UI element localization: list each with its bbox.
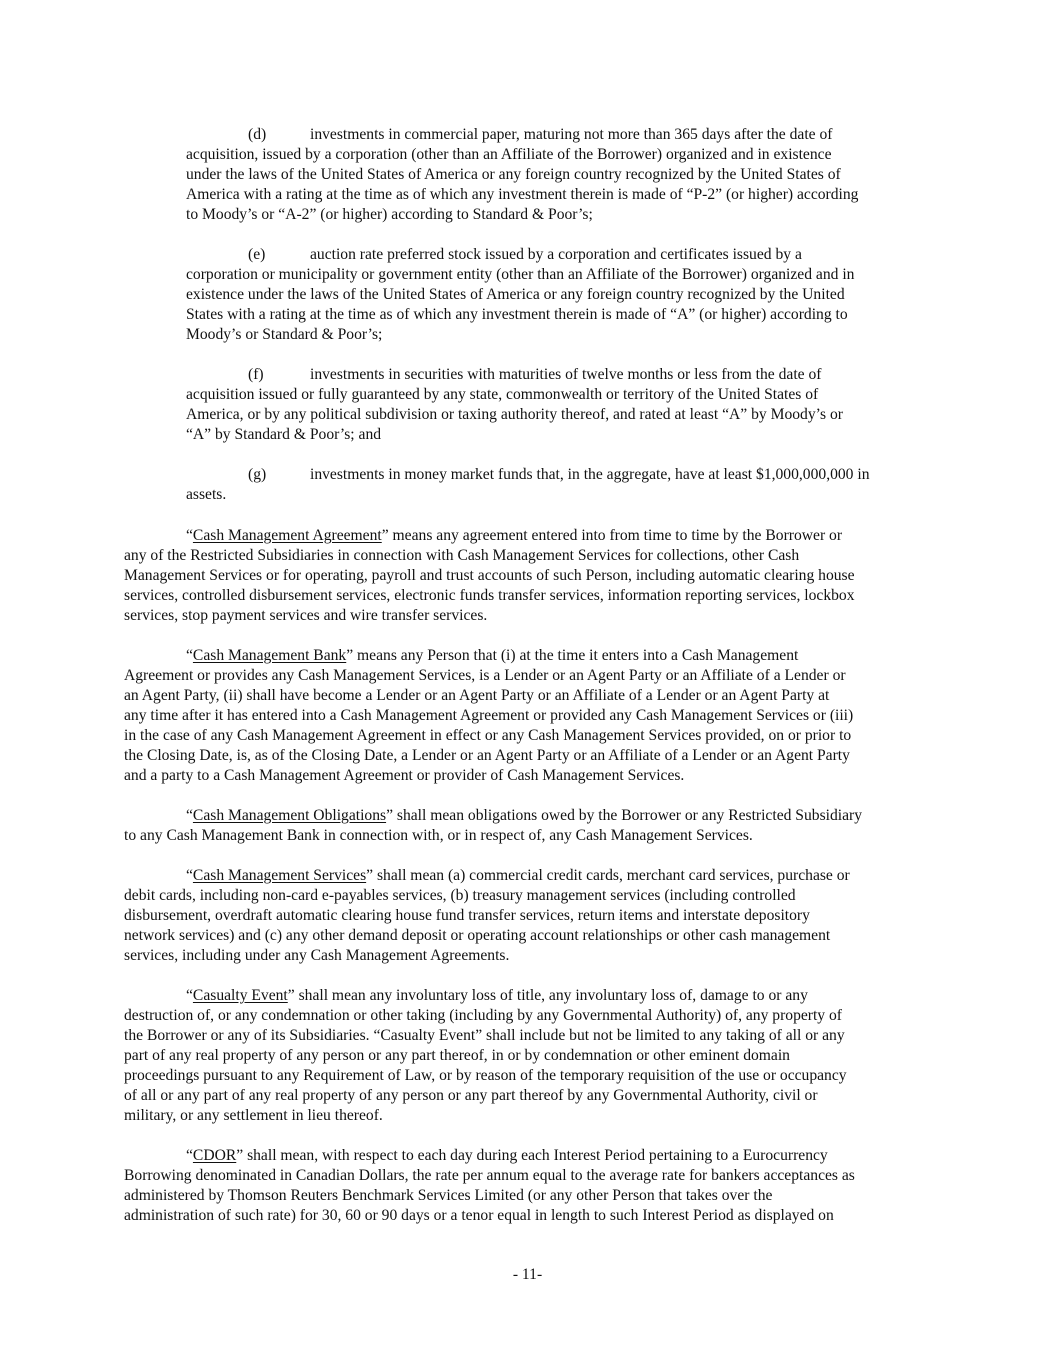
sub-clause-g [186,465,870,505]
clause-text: under the laws of the United States of America or any foreign country recognized by the United States of [186,166,841,183]
defined-term: CDOR [192,1147,237,1164]
defined-term: Cash Management Bank [192,647,347,664]
clause-text: acquisition, issued by a corporation (other than an Affiliate of the Borrower) organized and in existence [186,146,832,163]
page-number: - 11- [512,1266,543,1283]
clause-text: to Moody’s or “A-2” (or higher) according to Standard & Poor’s; [186,206,593,223]
definition-text: disbursement, overdraft automatic clearing house fund transfer services, return items and interstate depository [124,907,810,924]
definition-text: services, stop payment services and wire transfer services. [124,607,488,624]
clause-text: existence under the laws of the United States of America or any foreign country recognized by the United [186,286,845,303]
clause-label: (f) [248,366,264,383]
clause-text: America with a rating at the time as of which any investment therein is made of “P-2” (or higher) according [186,186,859,203]
definition-text: an Agent Party, (ii) shall have become a Lender or an Agent Party or an Affiliate of a Lender or an Agent Party at [124,687,830,704]
definition-text: in the case of any Cash Management Agreement in effect or any Cash Management Services provided, on or prior to [124,727,852,744]
definition-text: services, including under any Cash Management Agreements. [124,947,510,964]
definition-cdor: “CDOR” shall mean, with respect to each day during each Interest Period pertaining to a Eurocurrency Borrowing denominated in Canadian Dollars, the rate per annum equal to the average rate for bankers acceptances as administered by Thomson Reuters Benchmark Services Limited (or any other Person that takes over the administration of such rate) for 30, 60 or 90 days or a tenor equal in length to such Interest Period as displayed on [124,1147,855,1224]
clause-text: “A” by Standard & Poor’s; and [186,426,382,443]
clause-text: Moody’s or Standard & Poor’s; [186,326,383,343]
defined-term: Casualty Event [192,987,288,1004]
clause-text: assets. [186,486,227,503]
definition-cash-management-agreement: “Cash Management Agreement” means any agreement entered into from time to time by the Borrower or any of the Restricted Subsidiaries in connection with Cash Management Services for collections, other Cash Management Services or for operating, payroll and trust accounts of such Person, including automatic clearing house services, controlled disbursement services, electronic funds transfer services, information reporting services, lockbox services, stop payment services and wire transfer services. [124,527,855,624]
definition-text: Borrowing denominated in Canadian Dollars, the rate per annum equal to the average rate for bankers acceptances as [124,1167,855,1184]
definition-text: part of any real property of any person or any part thereof, in or by condemnation or other eminent domain [124,1047,790,1064]
definition-cash-management-bank: “Cash Management Bank” means any Person that (i) at the time it enters into a Cash Management Agreement or provides any Cash Management Services, is a Lender or an Agent Party or an Affiliate of a Lender or an Agent Party, (ii) shall have become a Lender or an Agent Party or an Affiliate of a Lender or an Agent Party at any time after it has entered into a Cash Management Agreement or provided any Cash Management Services or (iii) in the case of any Cash Management Agreement in effect or any Cash Management Services provided, on or prior to the Closing Date, is, as of the Closing Date, a Lender or an Agent Party or an Affiliate of a Lender or an Agent Party and a party to a Cash Management Agreement or provider of Cash Management Services. [124,647,854,784]
definition-text: any time after it has entered into a Cash Management Agreement or provided any Cash Management Services or (iii) [124,707,854,724]
definition-text: the Closing Date, is, as of the Closing Date, a Lender or an Agent Party or an Affiliate of a Lender or an Agent Party [124,747,850,764]
definition-text: services, controlled disbursement services, electronic funds transfer services, information reporting services, lockbox [124,587,855,604]
definition-text: the Borrower or any of its Subsidiaries. “Casualty Event” shall include but not be limited to any taking of all or any [124,1027,845,1044]
clause-text: corporation or municipality or government entity (other than an Affiliate of the Borrower) organized and in [186,266,855,283]
clause-text: investments in securities with maturities of twelve months or less from the date of [310,366,822,383]
definition-text: to any Cash Management Bank in connection with, or in respect of, any Cash Management Services. [124,827,753,844]
clause-label: (g) [248,466,267,483]
definition-text: of all or any part of any real property of any person or any part thereof by any Governmental Authority, civil or [124,1087,818,1104]
clause-text: investments in money market funds that, in the aggregate, have at least $1,000,000,000 in [310,466,870,483]
clause-text: America, or by any political subdivision or taxing authority thereof, and rated at least “A” by Moody’s or [186,406,843,423]
clause-text: investments in commercial paper, maturing not more than 365 days after the date of [310,126,833,143]
definition-text: destruction of, or any condemnation or other taking (including by any Governmental Authority) of, any property of [124,1007,842,1024]
sub-clause-e [186,245,854,345]
definition-text: Agreement or provides any Cash Management Services, is a Lender or an Agent Party or an Affiliate of a Lender or [124,667,846,684]
sub-clause-f [186,365,843,445]
definition-text: administered by Thomson Reuters Benchmark Services Limited (or any other Person that takes over the [124,1187,773,1204]
definition-text: any of the Restricted Subsidiaries in connection with Cash Management Services for collections, other Cash [124,547,800,564]
clause-text: States with a rating at the time as of which any investment therein is made of “A” (or higher) according to [186,306,848,323]
definition-text: network services) and (c) any other demand deposit or operating account relationships or other cash management [124,927,831,944]
clause-label: (e) [248,246,266,263]
definition-cash-management-obligations: “Cash Management Obligations” shall mean obligations owed by the Borrower or any Restricted Subsidiary to any Cash Management Bank in connection with, or in respect of, any Cash Management Services. [124,807,863,844]
definition-casualty-event: “Casualty Event” shall mean any involuntary loss of title, any involuntary loss of, damage to or any destruction of, or any condemnation or other taking (including by any Governmental Authority) of, any property of the Borrower or any of its Subsidiaries. “Casualty Event” shall include but not be limited to any taking of all or any part of any real property of any person or any part thereof, in or by condemnation or other eminent domain proceedings pursuant to any Requirement of Law, or by reason of the temporary requisition of the use or occupancy of all or any part of any real property of any person or any part thereof by any Governmental Authority, civil or military, or any settlement in lieu thereof. [124,987,847,1124]
definition-text: Management Services or for operating, payroll and trust accounts of such Person, including automatic clearing house [124,567,855,584]
definition-cash-management-services: “Cash Management Services” shall mean (a) commercial credit cards, merchant card services, purchase or debit cards, including non-card e-payables services, (b) treasury management services (including controlled disbursement, overdraft automatic clearing house fund transfer services, return items and interstate depository network services) and (c) any other demand deposit or operating account relationships or other cash management services, including under any Cash Management Agreements. [124,867,850,964]
clause-text: auction rate preferred stock issued by a corporation and certificates issued by a [310,246,802,263]
definition-text: debit cards, including non-card e-payables services, (b) treasury management services (including controlled [124,887,796,904]
defined-term: Cash Management Agreement [192,527,382,544]
definition-text: proceedings pursuant to any Requirement of Law, or by reason of the temporary requisition of the use or occupancy [124,1067,847,1084]
defined-term: Cash Management Services [192,867,367,884]
clause-text: acquisition issued or fully guaranteed by any state, commonwealth or territory of the United States of [186,386,819,403]
definition-text: and a party to a Cash Management Agreement or provider of Cash Management Services. [124,767,685,784]
definition-text: administration of such rate) for 30, 60 or 90 days or a tenor equal in length to such Interest Period as displayed on [124,1207,834,1224]
sub-clause-d [186,125,858,225]
definition-text: military, or any settlement in lieu thereof. [124,1107,383,1124]
clause-label: (d) [248,126,267,143]
defined-term: Cash Management Obligations [192,807,387,824]
